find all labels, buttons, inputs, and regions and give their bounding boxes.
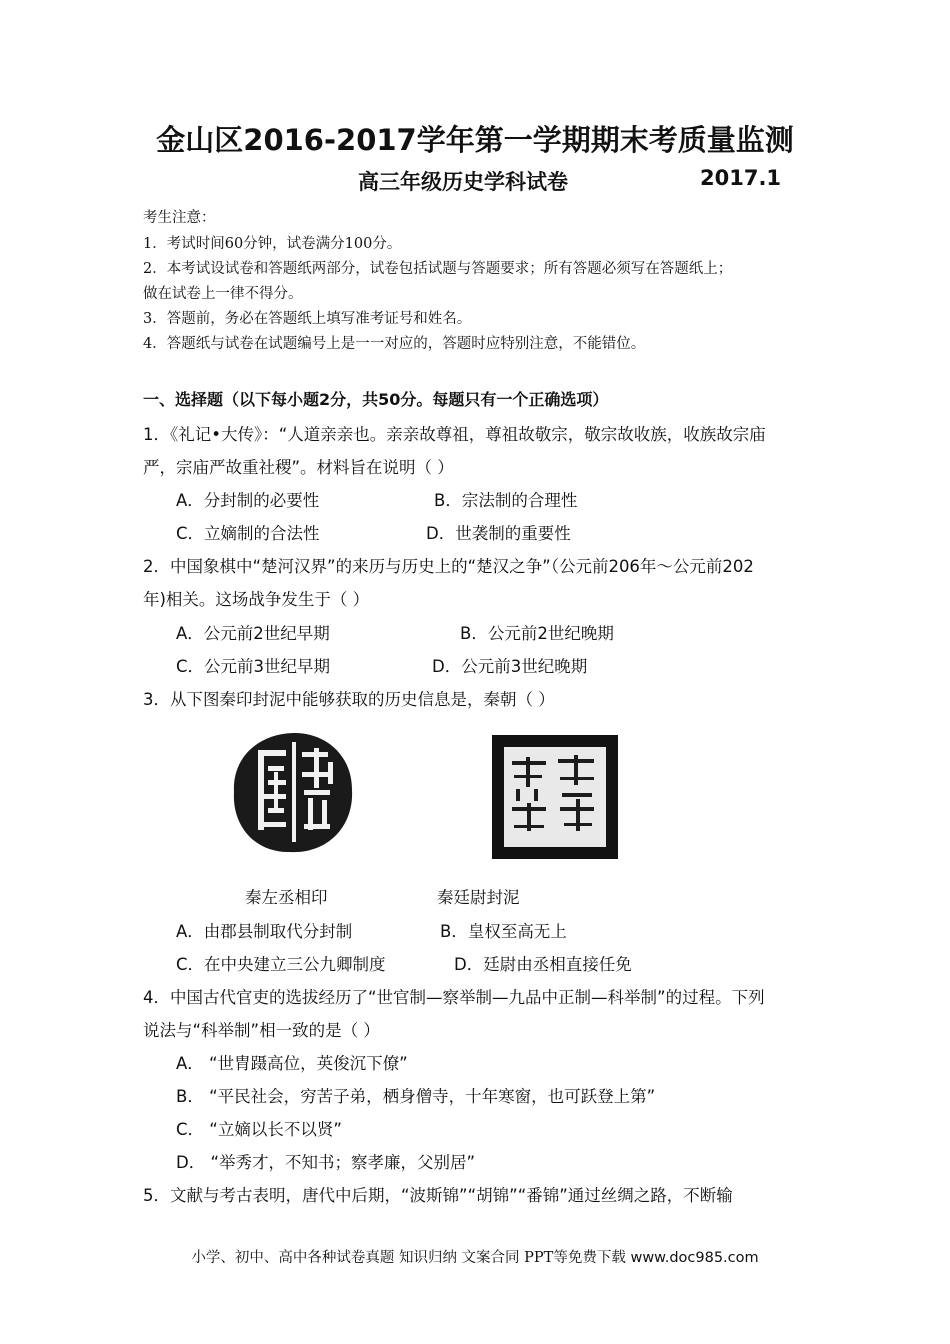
option-b: B．宗法制的合理性	[434, 491, 578, 510]
notice-item: 3．答题前，务必在答题纸上填写准考证号和姓名。	[143, 311, 472, 327]
question-text: 说法与“科举制”相一致的是（ ）	[143, 1021, 380, 1040]
page-subtitle: 高三年级历史学科试卷	[358, 170, 568, 194]
section-heading: 一、选择题（以下每小题2分，共50分。每题只有一个正确选项）	[143, 390, 609, 409]
seal-caption-2: 秦廷尉封泥	[437, 888, 520, 907]
seal-caption-1: 秦左丞相印	[245, 888, 328, 907]
option-b: B．公元前2世纪晚期	[460, 624, 614, 643]
notice-item: 2．本考试设试卷和答题纸两部分，试卷包括试题与答题要求；所有答题必须写在答题纸上；	[143, 261, 733, 277]
option-a: A．由郡县制取代分封制	[176, 922, 353, 941]
option-c: C．立嫡制的合法性	[176, 524, 320, 543]
question-text: 5．文献与考古表明，唐代中后期，“波斯锦”“胡锦”“番锦”通过丝绸之路，不断输	[143, 1186, 733, 1205]
option-d: D．廷尉由丞相直接任免	[454, 955, 632, 974]
footer-url[interactable]: www.doc985.com	[630, 1250, 759, 1266]
question-text: 年)相关。这场战争发生于（ ）	[143, 590, 370, 609]
option-a: A．公元前2世纪早期	[176, 624, 330, 643]
question-text: 4．中国古代官吏的选拔经历了“世官制—察举制—九品中正制—科举制”的过程。下列	[143, 988, 765, 1007]
notice-heading: 考生注意：	[143, 210, 216, 226]
option-b: B． “平民社会，穷苦子弟，栖身僧寺，十年寒窗，也可跃登上第”	[176, 1087, 656, 1106]
round-seal-image	[228, 728, 358, 858]
option-c: C．在中央建立三公九卿制度	[176, 955, 386, 974]
footer-text: 小学、初中、高中各种试卷真题 知识归纳 文案合同 PPT等免费下载	[191, 1250, 631, 1266]
question-text: 2．中国象棋中“楚河汉界”的来历与历史上的“楚汉之争”（公元前206年～公元前202	[143, 557, 754, 576]
option-c: C．公元前3世纪早期	[176, 657, 331, 676]
exam-date: 2017.1	[700, 166, 782, 190]
notice-item: 4．答题纸与试卷在试题编号上是一一对应的，答题时应特别注意，不能错位。	[143, 336, 646, 352]
page-footer	[0, 1246, 950, 1267]
option-a: A．分封制的必要性	[176, 491, 320, 510]
question-text: 严，宗庙严故重社稷”。材料旨在说明（ ）	[143, 458, 454, 477]
option-b: B．皇权至高无上	[440, 922, 567, 941]
question-text: 3．从下图秦印封泥中能够获取的历史信息是，秦朝（ ）	[143, 690, 555, 709]
question-text: 1．《礼记•大传》：“人道亲亲也。亲亲故尊祖，尊祖故敬宗，敬宗故收族，收族故宗庙	[143, 425, 766, 444]
square-seal-image	[490, 733, 620, 861]
option-a: A． “世胄蹑高位，英俊沉下僚”	[176, 1054, 408, 1073]
option-d: D．公元前3世纪晚期	[432, 657, 588, 676]
option-d: D． “举秀才，不知书；察孝廉，父别居”	[176, 1153, 476, 1172]
option-d: D．世袭制的重要性	[426, 524, 571, 543]
option-c: C． “立嫡以长不以贤”	[176, 1120, 342, 1139]
notice-item: 1．考试时间60分钟，试卷满分100分。	[143, 236, 402, 252]
notice-item: 做在试卷上一律不得分。	[143, 286, 303, 302]
page-title: 金山区2016-2017学年第一学期期末考质量监测	[156, 123, 794, 157]
